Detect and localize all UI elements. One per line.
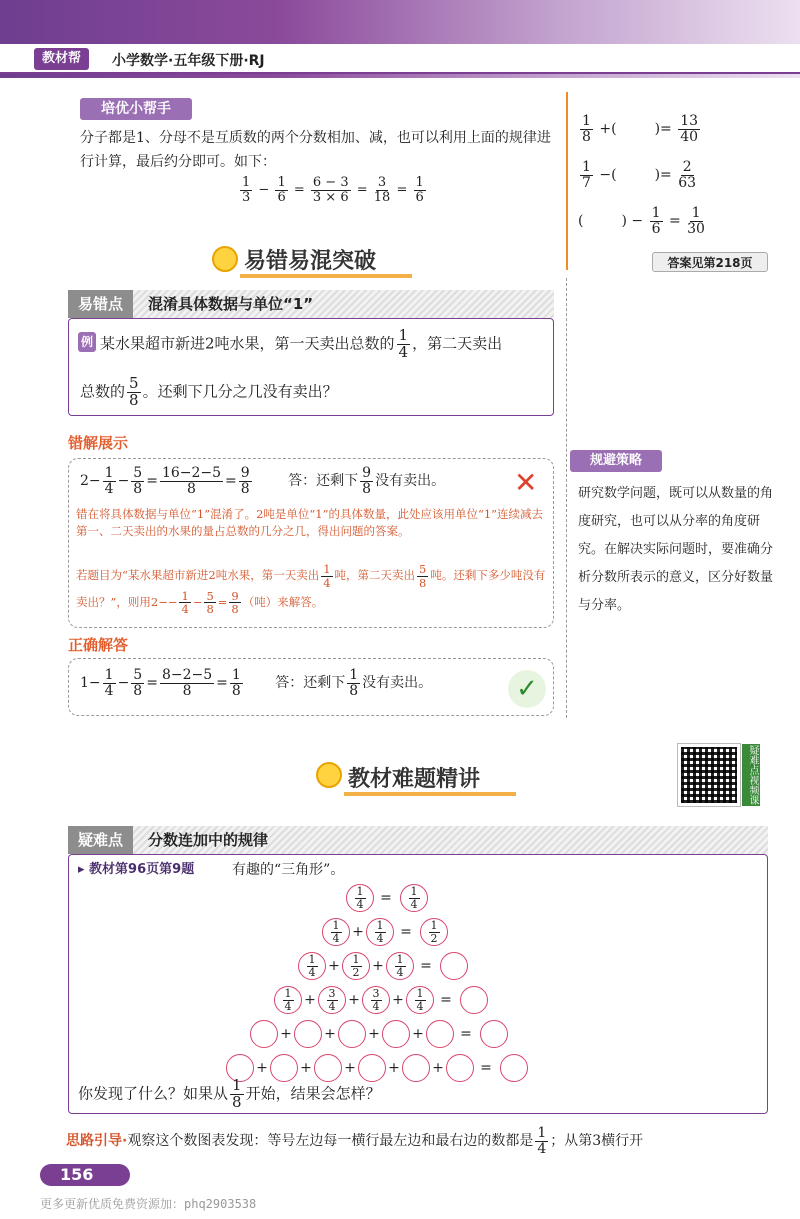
- exercise-2: $\frac{1}{7}$ −( )= $\frac{2}{63}$: [582, 159, 697, 191]
- plus-sign: +: [304, 992, 316, 1008]
- tip-tag: 培优小帮手: [80, 98, 192, 120]
- triangle-cell: 1 4: [386, 952, 414, 980]
- triangle-cell: [294, 1020, 322, 1048]
- correct-calc: 1− $\frac{1}{4}$ − $\frac{5}{8}$ = $\frac{8-2-5}{8}$ = $\frac{1}{8}$ 答：还剩下 $\frac{1}{8}$ 没有卖出。: [80, 667, 433, 699]
- section2-underline: [344, 792, 516, 796]
- bulb-icon: [212, 246, 238, 272]
- triangle-cell: [338, 1020, 366, 1048]
- divider-orange: [566, 92, 568, 270]
- triangle-result: [440, 952, 468, 980]
- triangle-cell: 3 4: [318, 986, 346, 1014]
- plus-sign: +: [280, 1026, 292, 1042]
- strategy-text: 研究数学问题，既可以从数量的角度研究，也可以从分率的角度研究。在解决实际问题时，要准确分析分数所表示的意义，区分好数量与分率。: [578, 486, 774, 613]
- difficult-point-label: 疑难点: [68, 826, 133, 854]
- wrong-title: 错解展示: [68, 434, 129, 452]
- triangle-cell: [402, 1054, 430, 1082]
- triangle-cell: [446, 1054, 474, 1082]
- plus-sign: +: [412, 1026, 424, 1042]
- breadcrumb: 小学数学·五年级下册·RJ: [112, 53, 265, 69]
- qr-code[interactable]: [678, 744, 740, 806]
- divider-dashed: [566, 278, 567, 718]
- error-point-label: 易错点: [68, 290, 133, 318]
- wrong-note: 错在将具体数据与单位“1”混淆了。2吨是单位“1”的具体数量，此处应该用单位“1”连续减去第一、二天卖出的水果的量占总数的几分之几，得出问题的答案。: [76, 507, 544, 538]
- hint: 思路引导·观察这个数图表发现：等号左边每一横行最左边和最右边的数都是 $\frac{1}{4}$ ；从第3横行开: [66, 1125, 644, 1157]
- exercise-3: ( ) − $\frac{1}{6}$ = $\frac{1}{30}$: [578, 205, 705, 237]
- footer-note: 更多更新优质免费资源加：phq2903538: [40, 1197, 257, 1211]
- triangle-cell: 1 4: [366, 918, 394, 946]
- equals-sign: =: [440, 992, 452, 1008]
- triangle-cell: [382, 1020, 410, 1048]
- plus-sign: +: [392, 992, 404, 1008]
- answer-ref: 答案见第218页: [652, 252, 768, 272]
- section1-title: 易错易混突破: [244, 249, 377, 274]
- equals-sign: =: [460, 1026, 472, 1042]
- plus-sign: +: [368, 1026, 380, 1042]
- plus-sign: +: [348, 992, 360, 1008]
- plus-sign: +: [324, 1026, 336, 1042]
- equals-sign: =: [420, 958, 432, 974]
- equals-sign: =: [400, 924, 412, 940]
- problem-question: 你发现了什么？如果从 $\frac{1}{8}$ 开始，结果会怎样？: [78, 1076, 381, 1111]
- qr-label: 疑难点视频课: [742, 744, 760, 806]
- example-line2: 总数的 $\frac{5}{8}$ 。还剩下几分之几没有卖出？: [80, 374, 338, 409]
- triangle-cell: 1 4: [406, 986, 434, 1014]
- plus-sign: +: [300, 1060, 312, 1076]
- error-point-title: 混淆具体数据与单位“1”: [148, 295, 314, 313]
- plus-sign: +: [328, 958, 340, 974]
- triangle-result: [460, 986, 488, 1014]
- tip-text: 分子都是1、分母不是互质数的两个分数相加、减，也可以利用上面的规律进行计算，最后约分即可。如下：: [80, 130, 551, 170]
- triangle-cell: 1 4: [274, 986, 302, 1014]
- plus-sign: +: [344, 1060, 356, 1076]
- plus-sign: +: [372, 958, 384, 974]
- section2-title: 教材难题精讲: [348, 767, 481, 792]
- example-line1: 某水果超市新进2吨水果，第一天卖出总数的 $\frac{1}{4}$ ，第二天卖出: [100, 326, 503, 361]
- triangle-cell: 3 4: [362, 986, 390, 1014]
- plus-sign: +: [256, 1060, 268, 1076]
- correct-mark-icon: ✓: [508, 670, 546, 708]
- triangle-cell: 1 4: [322, 918, 350, 946]
- wrong-calc: 2− $\frac{1}{4}$ − $\frac{5}{8}$ = $\frac{16-2-5}{8}$ = $\frac{9}{8}$ 答：还剩下 $\frac{9}{8}$ 没有卖出。: [80, 465, 446, 497]
- difficult-point-bar: [68, 826, 768, 854]
- problem-ref: ▸ 教材第96页第9题: [78, 862, 195, 877]
- error-point-bar: [68, 290, 554, 318]
- triangle-result: [500, 1054, 528, 1082]
- section1-underline: [240, 274, 412, 278]
- correct-title: 正确解答: [68, 636, 129, 654]
- page-number: 156: [40, 1164, 130, 1186]
- bulb-icon: [316, 762, 342, 788]
- triangle-cell: 1 4: [298, 952, 326, 980]
- triangle-result: [480, 1020, 508, 1048]
- exercise-1: $\frac{1}{8}$ +( )= $\frac{13}{40}$: [582, 113, 699, 145]
- equals-sign: =: [480, 1060, 492, 1076]
- triangle-cell: [250, 1020, 278, 1048]
- triangle-cell: [426, 1020, 454, 1048]
- difficult-point-title: 分数连加中的规律: [148, 831, 269, 849]
- equals-sign: =: [380, 890, 392, 906]
- problem-desc: 有趣的“三角形”。: [232, 862, 345, 878]
- plus-sign: +: [352, 924, 364, 940]
- strategy-tag: 规避策略: [570, 450, 662, 472]
- wrong-mark-icon: ✕: [514, 466, 538, 499]
- triangle-result: 1 2: [420, 918, 448, 946]
- wrong-note2: 若题目为“某水果超市新进2吨水果，第一天卖出 $\frac{1}{4}$ 吨，第二天卖出 $\frac{5}{8}$ 吨。还剩下多少吨没有卖出？”，则用2−− $\frac{1}{4}$ − $\frac{5}{8}$ = $\frac{9}{8}$ （吨）来解答。: [76, 562, 546, 617]
- triangle-cell: 1 2: [342, 952, 370, 980]
- plus-sign: +: [388, 1060, 400, 1076]
- brand-badge: 教材帮: [34, 48, 89, 70]
- example-tag: 例: [78, 332, 96, 352]
- tip-formula: $\frac{1}{3}$ − $\frac{1}{6}$ = $\frac{6 - 3}{3 \times 6}$ = $\frac{3}{18}$ = $\frac{1}{6}$: [242, 175, 424, 205]
- triangle-cell: 1 4: [346, 884, 374, 912]
- triangle-result: 1 4: [400, 884, 428, 912]
- plus-sign: +: [432, 1060, 444, 1076]
